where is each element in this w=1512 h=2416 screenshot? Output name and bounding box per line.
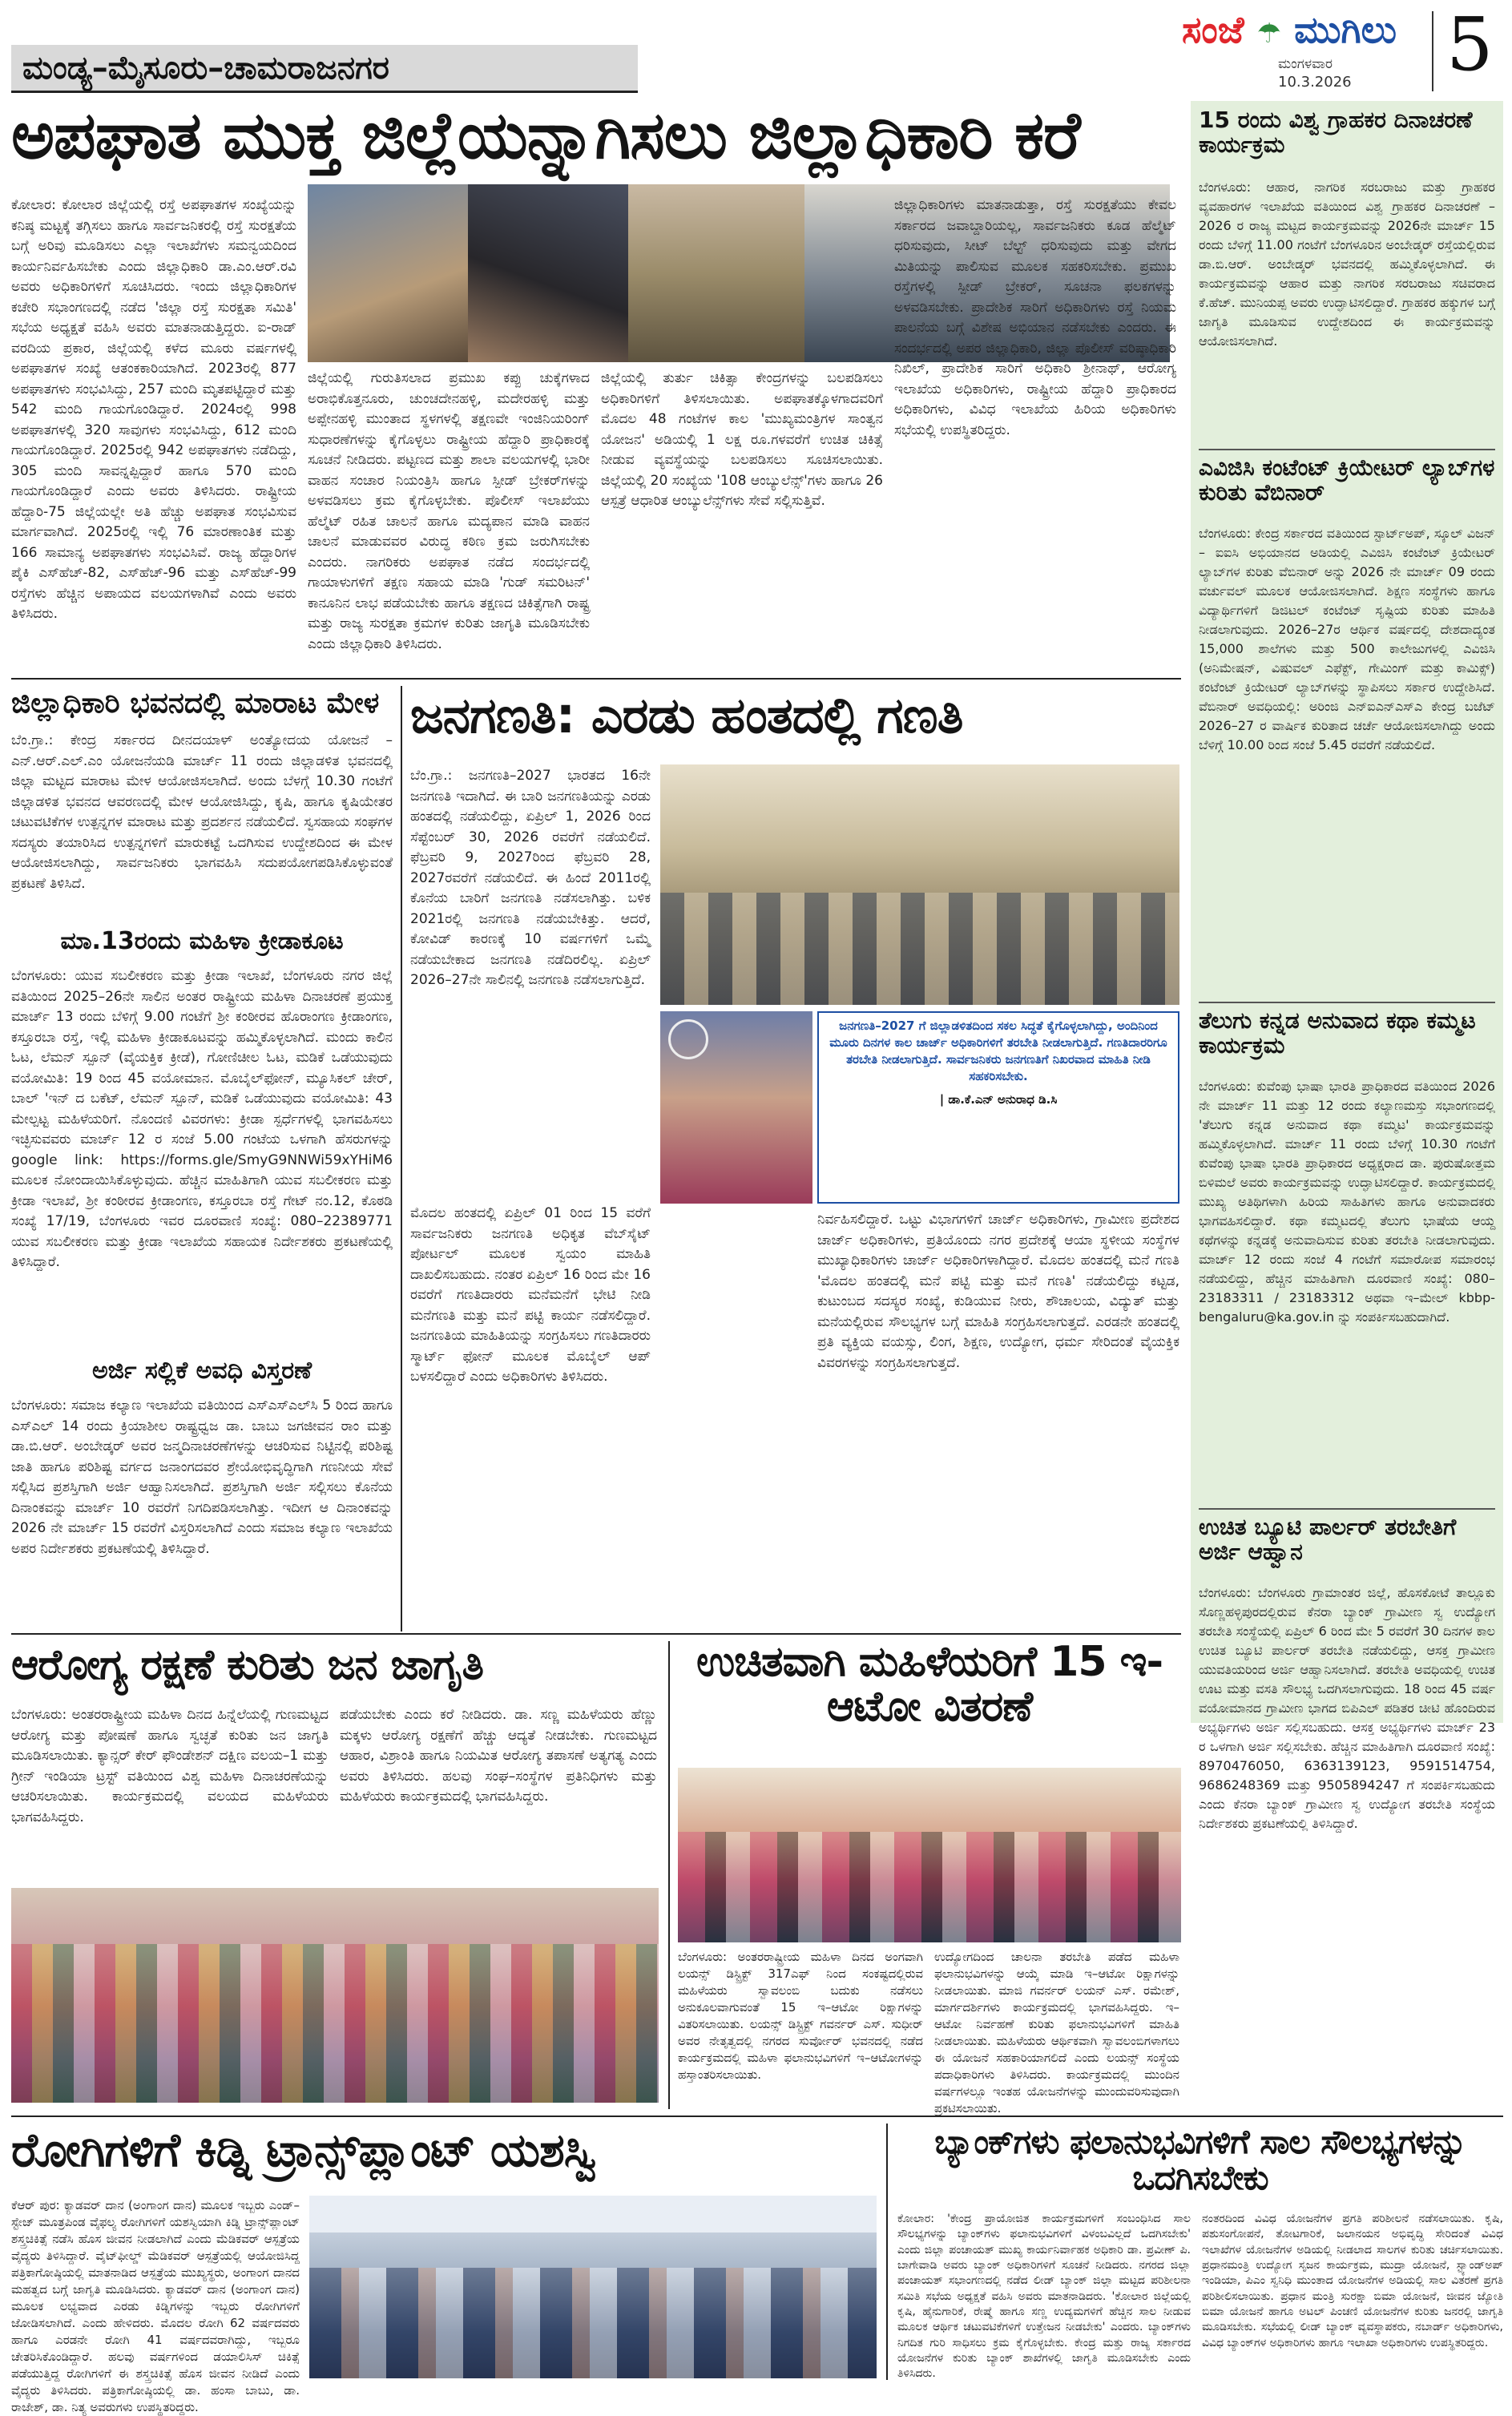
a8-headline: ರೋಗಿಗಳಿಗೆ ಕಿಡ್ನಿ ಟ್ರಾನ್ಸ್‌ಪ್ಲಾಂಟ್ ಯಶಸ್ವಿ	[11, 2123, 596, 2177]
divider	[11, 1633, 1181, 1635]
a5-photo-dc-portrait	[660, 1011, 812, 1204]
a3-headline: ಮಾ.13ರಂದು ಮಹಿಳಾ ಕ್ರೀಡಾಕೂಟ	[60, 927, 344, 955]
a5-col2: ಮೊದಲ ಹಂತದಲ್ಲಿ ಏಪ್ರಿಲ್ 01 ರಿಂದ 15 ವರೆಗೆ ಸಾರ್ವಜನಿಕರು ಜನಗಣತಿ ಅಧಿಕೃತ ವೆಬ್‌ಸೈಟ್ ಪೋರ್ಟಲ್ ಮೂಲಕ ಸ್ವಯಂ ಮಾಹಿತಿ ದಾಖಲಿಸಬಹುದು. ನಂತರ ಏಪ್ರಿಲ್ 16 ರಿಂದ ಮೇ 16 ರವರೆಗೆ ಗಣತಿದಾರರು ಮನೆಮನೆಗೆ ಭೇಟಿ ನೀಡಿ ಮನೆಗಣತಿ ಮತ್ತು ಮನೆ ಪಟ್ಟಿ ಕಾರ್ಯ ನಡೆಸಲಿದ್ದಾರೆ. ಜನಗಣತಿಯ ಮಾಹಿತಿಯನ್ನು ಸಂಗ್ರಹಿಸಲು ಗಣತಿದಾರರು ಸ್ಮಾರ್ಟ್ ಫೋನ್ ಮೂಲಕ ಮೊಬೈಲ್ ಆಪ್ ಬಳಸಲಿದ್ದಾರೆ ಎಂದು ಅಧಿಕಾರಿಗಳು ತಿಳಿಸಿದರು.	[410, 1205, 651, 1385]
photo-people	[678, 1832, 1181, 1942]
side-s3-title: ತೆಲುಗು ಕನ್ನಡ ಅನುವಾದ ಕಥಾ ಕಮ್ಮಟ ಕಾರ್ಯಕ್ರಮ	[1199, 1007, 1476, 1059]
photo-doctor-row	[309, 2268, 877, 2378]
a2-headline: ಜಿಲ್ಲಾಧಿಕಾರಿ ಭವನದಲ್ಲಿ ಮಾರಾಟ ಮೇಳ	[11, 687, 380, 720]
divider	[1199, 1002, 1495, 1003]
side-s2-body: ಬೆಂಗಳೂರು: ಕೇಂದ್ರ ಸರ್ಕಾರದ ವತಿಯಿಂದ ಸ್ಟಾರ್ಟ್‌ಅಪ್, ಸ್ಕೂಲ್ ವಿಜನ್ – ಐಐಸಿ ಅಭಿಯಾನದ ಅಡಿಯಲ್ಲಿ ಎವಿಜಿಸಿ ಕಂಟೆಂಟ್ ಕ್ರಿಯೇಟರ್ ಲ್ಯಾಬ್‌ಗಳ ಕುರಿತು ವೆಬಿನಾರ್ ಅನ್ನು 2026 ನೇ ಮಾರ್ಚ್ 09 ರಂದು ವರ್ಚುವಲ್ ಮೂಲಕ ಆಯೋಜಿಸಲಾಗಿದೆ. ಶಿಕ್ಷಣ ಸಂಸ್ಥೆಗಳು ಹಾಗೂ ವಿದ್ಯಾರ್ಥಿಗಳಿಗೆ ಡಿಜಿಟಲ್ ಕಂಟೆಂಟ್ ಸೃಷ್ಟಿಯ ಕುರಿತು ಮಾಹಿತಿ ನೀಡಲಾಗುವುದು. 2026–27ರ ಆರ್ಥಿಕ ವರ್ಷದಲ್ಲಿ ದೇಶದಾದ್ಯಂತ 15,000 ಶಾಲೆಗಳು ಮತ್ತು 500 ಕಾಲೇಜುಗಳಲ್ಲಿ ಎವಿಜಿಸಿ (ಅನಿಮೇಷನ್, ವಿಷುವಲ್ ಎಫೆಕ್ಟ್, ಗೇಮಿಂಗ್ ಮತ್ತು ಕಾಮಿಕ್ಸ್) ಕಂಟೆಂಟ್ ಕ್ರಿಯೇಟರ್ ಲ್ಯಾಬ್‌ಗಳನ್ನು ಸ್ಥಾಪಿಸಲು ಸರ್ಕಾರ ಉದ್ದೇಶಿಸಿದೆ. ವೆಬಿನಾರ್ ಅವಧಿಯಲ್ಲಿ: ಅರಿಂಜಿ ಎನ್‌ಐಎನ್‌ಎಸ್‌ಎ ಕೇಂದ್ರ ಬಜೆಟ್ 2026–27 ರ ವಾರ್ಷಿಕ ಕುರಿತಾದ ಚರ್ಚೆ ಆಯೋಜಿಸಲಾಗಿದ್ದು ಅಂದು ಬೆಳಿಗ್ಗೆ 10.00 ರಿಂದ ಸಂಜೆ 5.45 ರವರೆಗೆ ನಡೆಯಲಿದೆ.	[1199, 526, 1495, 752]
divider	[11, 2116, 1503, 2117]
photo-backdrop-logo	[309, 2196, 877, 2232]
a3-body: ಬೆಂಗಳೂರು: ಯುವ ಸಬಲೀಕರಣ ಮತ್ತು ಕ್ರೀಡಾ ಇಲಾಖೆ, ಬೆಂಗಳೂರು ನಗರ ಜಿಲ್ಲೆ ವತಿಯಿಂದ 2025–26ನೇ ಸಾಲಿನ ಅಂತರ ರಾಷ್ಟ್ರೀಯ ಮಹಿಳಾ ದಿನಾಚರಣೆ ಪ್ರಯುಕ್ತ ಮಾರ್ಚ್ 13 ರಂದು ಬೆಳಿಗ್ಗೆ 9.00 ಗಂಟೆಗೆ ಶ್ರೀ ಕಂಠೀರವ ಹೊರಾಂಗಣ ಕ್ರೀಡಾಂಗಣ, ಕಸ್ತೂರಬಾ ರಸ್ತೆ, ಇಲ್ಲಿ ಮಹಿಳಾ ಕ್ರೀಡಾಕೂಟವನ್ನು ಹಮ್ಮಿಕೊಳ್ಳಲಾಗಿದೆ. ಮಂದು ಕಾಲಿನ ಓಟ, ಲೆಮನ್ ಸ್ಪೂನ್ (ವೈಯಕ್ತಿಕ ಕ್ರೀಡೆ), ಗೋಣಿಚೀಲ ಓಟ, ಮಡಿಕೆ ಒಡೆಯುವುದು ವಯೋಮಿತಿ: 19 ರಿಂದ 45 ವಯೋಮಾನ. ಮೊಬೈಲ್‌ಫೋನ್, ಮ್ಯೂಸಿಕಲ್ ಚೇರ್, ಬಾಲ್ 'ಇನ್ ದ ಬಕೆಟ್, ಲೆಮನ್ ಸ್ಪೂನ್, ಮಡಿಕೆ ಒಡೆಯುವುದು ವಯೋಮಿತಿ: 43 ಮೇಲ್ಪಟ್ಟ ಮಹಿಳೆಯರಿಗೆ. ನೊಂದಣಿ ವಿವರಗಳು: ಕ್ರೀಡಾ ಸ್ಪರ್ಧೆಗಳಲ್ಲಿ ಭಾಗವಹಿಸಲು ಇಚ್ಛಿಸುವವರು ಮಾರ್ಚ್ 12 ರ ಸಂಜೆ 5.00 ಗಂಟೆಯ ಒಳಗಾಗಿ ಹೆಸರುಗಳನ್ನು google link: https://forms.gle/SmyG9NNWi59xYHiM6 ಮೂಲಕ ನೋಂದಾಯಿಸಿಕೊಳ್ಳುವುದು. ಹೆಚ್ಚಿನ ಮಾಹಿತಿಗಾಗಿ ಯುವ ಸಬಲೀಕರಣ ಮತ್ತು ಕ್ರೀಡಾ ಇಲಾಖೆ, ಶ್ರೀ ಕಂಠೀರವ ಕ್ರೀಡಾಂಗಣ, ಕಸ್ತೂರಬಾ ರಸ್ತೆ ಗೇಟ್ ನಂ.12, ಕೊಠಡಿ ಸಂಖ್ಯೆ 17/19, ಬೆಂಗಳೂರು ಇವರ ದೂರವಾಣಿ ಸಂಖ್ಯೆ: 080–22389771 ಯುವ ಸಬಲೀಕರಣ ಮತ್ತು ಕ್ರೀಡಾ ಇಲಾಖೆಯ ಸಹಾಯಕ ನಿರ್ದೇಶಕರು ಪ್ರಕಟಣೆಯಲ್ಲಿ ತಿಳಿಸಿದ್ದಾರೆ.	[11, 968, 393, 1270]
photo-seal	[668, 1019, 708, 1059]
page-number: 5	[1446, 2, 1494, 87]
caption-text: ಜನಗಣತಿ–2027 ಗೆ ಜಿಲ್ಲಾಡಳಿತದಿಂದ ಸಕಲ ಸಿದ್ಧತೆ ಕೈಗೊಳ್ಳಲಾಗಿದ್ದು, ಅಂದಿನಿಂದ ಮೂರು ದಿನಗಳ ಕಾಲ ಚಾರ್ಜ್ ಅಧಿಕಾರಿಗಳಿಗೆ ತರಬೇತಿ ನೀಡಲಾಗುತ್ತಿದೆ. ಗಣತಿದಾರರಿಗೂ ತರಬೇತಿ ನೀಡಲಾಗುತ್ತಿದೆ. ಸಾರ್ವಜನಿಕರು ಜನಗಣತಿಗೆ ನಿಖರವಾದ ಮಾಹಿತಿ ನೀಡಿ ಸಹಕರಿಸಬೇಕು.	[829, 1018, 1167, 1083]
sidebar	[1191, 101, 1503, 1831]
a5-col1: ಬೆಂ.ಗ್ರಾ.: ಜನಗಣತಿ–2027 ಭಾರತದ 16ನೇ ಜನಗಣತಿ ಇದಾಗಿದೆ. ಈ ಬಾರಿ ಜನಗಣತಿಯನ್ನು ಎರಡು ಹಂತದಲ್ಲಿ ನಡೆಯಲಿದ್ದು, ಏಪ್ರಿಲ್ 1, 2026 ರಿಂದ ಸೆಪ್ಟೆಂಬರ್ 30, 2026 ರವರೆಗೆ ನಡೆಯಲಿದೆ. ಫೆಬ್ರವರಿ 9, 2027ರಿಂದ ಫೆಬ್ರವರಿ 28, 2027ರವರೆಗೆ ನಡೆಯಲಿದೆ. ಈ ಹಿಂದೆ 2011ರಲ್ಲಿ ಕೊನೆಯ ಬಾರಿಗೆ ಜನಗಣತಿ ನಡೆಸಲಾಗಿತ್ತು. ಬಳಿಕ 2021ರಲ್ಲಿ ಜನಗಣತಿ ನಡೆಯಬೇಕಿತ್ತು. ಆದರೆ, ಕೋವಿಡ್ ಕಾರಣಕ್ಕೆ 10 ವರ್ಷಗಳಿಗೆ ಒಮ್ಮೆ ನಡೆಯಬೇಕಾದ ಜನಗಣತಿ ನಡೆದಿರಲಿಲ್ಲ. ಏಪ್ರಿಲ್ 2026–27ನೇ ಸಾಲಿನಲ್ಲಿ ಜನಗಣತಿ ನಡೆಸಲಾಗುತ್ತಿದೆ.	[410, 768, 651, 988]
a5-headline: ಜನಗಣತಿ: ಎರಡು ಹಂತದಲ್ಲಿ ಗಣತಿ	[410, 686, 963, 744]
a1-col1: ಕೋಲಾರ: ಕೋಲಾರ ಜಿಲ್ಲೆಯಲ್ಲಿ ರಸ್ತೆ ಅಪಘಾತಗಳ ಸಂಖ್ಯೆಯನ್ನು ಕನಿಷ್ಠ ಮಟ್ಟಕ್ಕೆ ತಗ್ಗಿಸಲು ಹಾಗೂ ಸಾರ್ವಜನಿಕರಲ್ಲಿ ರಸ್ತೆ ಸುರಕ್ಷತೆಯ ಬಗ್ಗೆ ಅರಿವು ಮೂಡಿಸಲು ಎಲ್ಲಾ ಇಲಾಖೆಗಳು ಸಮನ್ವಯದಿಂದ ಕಾರ್ಯನಿರ್ವಹಿಸಬೇಕು ಎಂದು ಜಿಲ್ಲಾಧಿಕಾರಿ ಡಾ.ಎಂ.ಆರ್.ರವಿ ಅವರು ಅಧಿಕಾರಿಗಳಿಗೆ ಸೂಚಿಸಿದರು. ಇಂದು ಜಿಲ್ಲಾಧಿಕಾರಿಗಳ ಕಚೇರಿ ಸಭಾಂಗಣದಲ್ಲಿ ನಡೆದ 'ಜಿಲ್ಲಾ ರಸ್ತೆ ಸುರಕ್ಷತಾ ಸಮಿತಿ' ಸಭೆಯ ಅಧ್ಯಕ್ಷತೆ ವಹಿಸಿ ಅವರು ಮಾತನಾಡುತ್ತಿದ್ದರು. ಐ-ರಾಡ್ ವರದಿಯ ಪ್ರಕಾರ, ಜಿಲ್ಲೆಯಲ್ಲಿ ಕಳೆದ ಮೂರು ವರ್ಷಗಳಲ್ಲಿ ಅಪಘಾತಗಳ ಸಂಖ್ಯೆ ಆತಂಕಕಾರಿಯಾಗಿದೆ. 2023ರಲ್ಲಿ 877 ಅಪಘಾತಗಳು ಸಂಭವಿಸಿದ್ದು, 257 ಮಂದಿ ಮೃತಪಟ್ಟಿದ್ದಾರೆ ಮತ್ತು 542 ಮಂದಿ ಗಾಯಗೊಂಡಿದ್ದಾರೆ. 2024ರಲ್ಲಿ 998 ಅಪಘಾತಗಳಲ್ಲಿ 320 ಸಾವುಗಳು ಸಂಭವಿಸಿದ್ದು, 612 ಮಂದಿ ಗಾಯಗೊಂಡಿದ್ದಾರೆ. 2025ರಲ್ಲಿ 942 ಅಪಘಾತಗಳು ನಡೆದಿದ್ದು, 305 ಮಂದಿ ಸಾವನ್ನಪ್ಪಿದ್ದಾರೆ ಹಾಗೂ 570 ಮಂದಿ ಗಾಯಗೊಂಡಿದ್ದಾರೆ ಎಂದು ಅವರು ತಿಳಿಸಿದರು. ರಾಷ್ಟ್ರೀಯ ಹೆದ್ದಾರಿ-75 ಜಿಲ್ಲೆಯಲ್ಲೇ ಅತಿ ಹೆಚ್ಚು ಅಪಘಾತ ಸಂಭವಿಸುವ ಮಾರ್ಗವಾಗಿದೆ. 2025ರಲ್ಲಿ ಇಲ್ಲಿ 76 ಮಾರಣಾಂತಿಕ ಮತ್ತು 166 ಸಾಮಾನ್ಯ ಅಪಘಾತಗಳು ಸಂಭವಿಸಿವೆ. ರಾಜ್ಯ ಹೆದ್ದಾರಿಗಳ ಪೈಕಿ ಎಸ್‌ಹೆಚ್-82, ಎಸ್‌ಹೆಚ್-96 ಮತ್ತು ಎಸ್‌ಹೆಚ್-99 ರಸ್ತೆಗಳು ಹೆಚ್ಚಿನ ಅಪಾಯದ ವಲಯಗಳಾಗಿವೆ ಎಂದು ಅವರು ತಿಳಿಸಿದರು.	[11, 197, 296, 622]
a5-caption	[817, 1011, 1179, 1204]
page-divider	[1432, 11, 1433, 91]
brand-mugilu: ಮುಗಿಲು	[1294, 8, 1397, 51]
side-s1-title: 15 ರಂದು ವಿಶ್ವ ಗ್ರಾಹಕರ ದಿನಾಚರಣೆ ಕಾರ್ಯಕ್ರಮ	[1199, 107, 1473, 159]
divider	[11, 678, 1181, 680]
masthead-brand	[1182, 8, 1397, 51]
a9-headline: ಬ್ಯಾಂಕ್‌ಗಳು ಫಲಾನುಭವಿಗಳಿಗೆ ಸಾಲ ಸೌಲಭ್ಯಗಳನ್ನು ಒದಗಿಸಬೇಕು	[934, 2122, 1466, 2198]
a7-col2: ಉದ್ಯೋಗದಿಂದ ಚಾಲನಾ ತರಬೇತಿ ಪಡೆದ ಮಹಿಳಾ ಫಲಾನುಭವಿಗಳನ್ನು ಆಯ್ಕೆ ಮಾಡಿ ಇ–ಆಟೋ ರಿಕ್ಷಾಗಳನ್ನು ನೀಡಲಾಯಿತು. ಮಾಜಿ ಗವರ್ನರ್ ಲಯನ್ ಎಸ್. ರಮೇಶ್, ಮಾರ್ಗದರ್ಶಿಗಳು ಕಾರ್ಯಕ್ರಮದಲ್ಲಿ ಭಾಗವಹಿಸಿದ್ದರು. ಇ–ಆಟೋ ನಿರ್ವಹಣೆ ಕುರಿತು ಫಲಾನುಭವಿಗಳಿಗೆ ಮಾಹಿತಿ ನೀಡಲಾಯಿತು. ಮಹಿಳೆಯರು ಆರ್ಥಿಕವಾಗಿ ಸ್ವಾವಲಂಬಿಗಳಾಗಲು ಈ ಯೋಜನೆ ಸಹಕಾರಿಯಾಗಲಿದೆ ಎಂದು ಲಯನ್ಸ್ ಸಂಸ್ಥೆಯ ಪದಾಧಿಕಾರಿಗಳು ತಿಳಿಸಿದರು. ಕಾರ್ಯಕ್ರಮದಲ್ಲಿ ಮುಂದಿನ ವರ್ಷಗಳಲ್ಲೂ ಇಂತಹ ಯೋಜನೆಗಳನ್ನು ಮುಂದುವರಿಸುವುದಾಗಿ ಪ್ರಕಟಿಸಲಾಯಿತು.	[934, 1950, 1179, 2116]
a4-headline: ಅರ್ಜಿ ಸಲ್ಲಿಕೆ ಅವಧಿ ವಿಸ್ತರಣೆ	[91, 1357, 312, 1385]
side-s3-body: ಬೆಂಗಳೂರು: ಕುವೆಂಪು ಭಾಷಾ ಭಾರತಿ ಪ್ರಾಧಿಕಾರದ ವತಿಯಿಂದ 2026 ನೇ ಮಾರ್ಚ್ 11 ಮತ್ತು 12 ರಂದು ಕಲ್ಯಾಣಮಸ್ತು ಸಭಾಂಗಣದಲ್ಲಿ 'ತೆಲುಗು ಕನ್ನಡ ಅನುವಾದ ಕಥಾ ಕಮ್ಮಟ' ಕಾರ್ಯಕ್ರಮವನ್ನು ಹಮ್ಮಿಕೊಳ್ಳಲಾಗಿದೆ. ಮಾರ್ಚ್ 11 ರಂದು ಬೆಳಿಗ್ಗೆ 10.30 ಗಂಟೆಗೆ ಕುವೆಂಪು ಭಾಷಾ ಭಾರತಿ ಪ್ರಾಧಿಕಾರದ ಅಧ್ಯಕ್ಷರಾದ ಡಾ. ಪುರುಷೋತ್ತಮ ಬಿಳಿಮಲೆ ಅವರು ಕಾರ್ಯಕ್ರಮವನ್ನು ಉದ್ಘಾಟಿಸಲಿದ್ದಾರೆ. ಕಾರ್ಯಕ್ರಮದಲ್ಲಿ ಮುಖ್ಯ ಅತಿಥಿಗಳಾಗಿ ಹಿರಿಯ ಸಾಹಿತಿಗಳು ಹಾಗೂ ಅನುವಾದಕರು ಭಾಗವಹಿಸಲಿದ್ದಾರೆ. ಕಥಾ ಕಮ್ಮಟದಲ್ಲಿ ತೆಲುಗು ಭಾಷೆಯ ಆಯ್ದ ಕಥೆಗಳನ್ನು ಕನ್ನಡಕ್ಕೆ ಅನುವಾದಿಸುವ ಕುರಿತು ತರಬೇತಿ ನೀಡಲಾಗುವುದು. ಮಾರ್ಚ್ 12 ರಂದು ಸಂಜೆ 4 ಗಂಟೆಗೆ ಸಮಾರೋಪ ಸಮಾರಂಭ ನಡೆಯಲಿದ್ದು, ಹೆಚ್ಚಿನ ಮಾಹಿತಿಗಾಗಿ ದೂರವಾಣಿ ಸಂಖ್ಯೆ: 080–23183311 / 23183312 ಅಥವಾ ಇ–ಮೇಲ್ kbbp-bengaluru@ka.gov.in ನ್ನು ಸಂಪರ್ಕಿಸಬಹುದಾಗಿದೆ.	[1199, 1079, 1495, 1325]
a1-col3: ಜಿಲ್ಲೆಯಲ್ಲಿ ತುರ್ತು ಚಿಕಿತ್ಸಾ ಕೇಂದ್ರಗಳನ್ನು ಬಲಪಡಿಸಲು ಅಧಿಕಾರಿಗಳಿಗೆ ತಿಳಿಸಲಾಯಿತು. ಅಪಘಾತಕ್ಕೊಳಗಾದವರಿಗೆ ಮೊದಲ 48 ಗಂಟೆಗಳ ಕಾಲ 'ಮುಖ್ಯಮಂತ್ರಿಗಳ ಸಾಂತ್ವನ ಯೋಜನ' ಅಡಿಯಲ್ಲಿ 1 ಲಕ್ಷ ರೂ.ಗಳವರೆಗೆ ಉಚಿತ ಚಿಕಿತ್ಸೆ ನೀಡುವ ವ್ಯವಸ್ಥೆಯನ್ನು ಬಲಪಡಿಸಲು ಸೂಚಿಸಲಾಯಿತು. ಜಿಲ್ಲೆಯಲ್ಲಿ 20 ಸಂಖ್ಯೆಯ '108 ಆಂಬ್ಯುಲೆನ್ಸ್'ಗಳು ಹಾಗೂ 26 ಆಸ್ಪತ್ರೆ ಆಧಾರಿತ ಆಂಬ್ಯುಲೆನ್ಸ್‌ಗಳು ಸೇವೆ ಸಲ್ಲಿಸುತ್ತಿವೆ.	[601, 370, 883, 509]
a6-col1: ಬೆಂಗಳೂರು: ಅಂತರರಾಷ್ಟ್ರೀಯ ಮಹಿಳಾ ದಿನದ ಹಿನ್ನೆಲೆಯಲ್ಲಿ ಗುಣಮಟ್ಟದ ಆರೋಗ್ಯ ಮತ್ತು ಪೋಷಣೆ ಹಾಗೂ ಸ್ವಚ್ಛತೆ ಕುರಿತು ಜನ ಜಾಗೃತಿ ಮೂಡಿಸಲಾಯಿತು. ಕ್ಯಾನ್ಸರ್ ಕೇರ್ ಫೌಂಡೇಶನ್ ದಕ್ಷಿಣ ವಲಯ–1 ಮತ್ತು ಗ್ರೀನ್ ಇಂಡಿಯಾ ಟ್ರಸ್ಟ್ ವತಿಯಿಂದ ವಿಶ್ವ ಮಹಿಳಾ ದಿನಾಚರಣೆಯನ್ನು ಆಚರಿಸಲಾಯಿತು. ಕಾರ್ಯಕ್ರಮದಲ್ಲಿ ವಲಯದ ಮಹಿಳೆಯರು ಭಾಗವಹಿಸಿದ್ದರು.	[11, 1707, 329, 1825]
side-s4-body: ಬೆಂಗಳೂರು: ಬೆಂಗಳೂರು ಗ್ರಾಮಾಂತರ ಜಿಲ್ಲೆ, ಹೊಸಕೋಟೆ ತಾಲ್ಲೂಕು ಸೊಣ್ಣಹಳ್ಳಿಪುರದಲ್ಲಿರುವ ಕೆನರಾ ಬ್ಯಾಂಕ್ ಗ್ರಾಮೀಣ ಸ್ವ ಉದ್ಯೋಗ ತರಬೇತಿ ಸಂಸ್ಥೆಯಲ್ಲಿ ಏಪ್ರಿಲ್ 6 ರಿಂದ ಮೇ 5 ರವರೆಗೆ 30 ದಿನಗಳ ಕಾಲ ಉಚಿತ ಬ್ಯೂಟಿ ಪಾರ್ಲರ್ ತರಬೇತಿ ನಡೆಯಲಿದ್ದು, ಆಸಕ್ತ ಗ್ರಾಮೀಣ ಯುವತಿಯರಿಂದ ಅರ್ಜಿ ಆಹ್ವಾನಿಸಲಾಗಿದೆ. ತರಬೇತಿ ಅವಧಿಯಲ್ಲಿ ಉಚಿತ ಊಟ ಮತ್ತು ವಸತಿ ಸೌಲಭ್ಯ ಒದಗಿಸಲಾಗುವುದು. 18 ರಿಂದ 45 ವರ್ಷ ವಯೋಮಾನದ ಗ್ರಾಮೀಣ ಭಾಗದ ಬಿಪಿಎಲ್ ಪಡಿತರ ಚೀಟಿ ಹೊಂದಿರುವ ಅಭ್ಯರ್ಥಿಗಳು ಅರ್ಜಿ ಸಲ್ಲಿಸಬಹುದು. ಆಸಕ್ತ ಅಭ್ಯರ್ಥಿಗಳು ಮಾರ್ಚ್ 23 ರ ಒಳಗಾಗಿ ಅರ್ಜಿ ಸಲ್ಲಿಸಬೇಕು. ಹೆಚ್ಚಿನ ಮಾಹಿತಿಗಾಗಿ ದೂರವಾಣಿ ಸಂಖ್ಯೆ: 8970476050, 6363139123, 9591514754, 9686248369 ಮತ್ತು 9505894247 ಗೆ ಸಂಪರ್ಕಿಸಬಹುದು ಎಂದು ಕೆನರಾ ಬ್ಯಾಂಕ್ ಗ್ರಾಮೀಣ ಸ್ವ ಉದ್ಯೋಗ ತರಬೇತಿ ಸಂಸ್ಥೆಯ ನಿರ್ದೇಶಕರು ಪ್ರಕಟಣೆಯಲ್ಲಿ ತಿಳಿಸಿದ್ದಾರೆ.	[1199, 1585, 1495, 1831]
photo-crowd	[11, 1944, 659, 2103]
a6-headline: ಆರೋಗ್ಯ ರಕ್ಷಣೆ ಕುರಿತು ಜನ ಜಾಗೃತಿ	[11, 1641, 484, 1689]
a7-headline: ಉಚಿತವಾಗಿ ಮಹಿಳೆಯರಿಗೆ 15 ಇ-ಆಟೋ ವಿತರಣೆ	[696, 1638, 1163, 1732]
a9-col2: ನಂತರದಿಂದ ವಿವಿಧ ಯೋಜನೆಗಳ ಪ್ರಗತಿ ಪರಿಶೀಲನೆ ನಡೆಸಲಾಯಿತು. ಕೃಷಿ, ಪಶುಸಂಗೋಪನೆ, ತೋಟಗಾರಿಕೆ, ಜಲಾನಯನ ಅಭಿವೃದ್ಧಿ ಸೇರಿದಂತೆ ವಿವಿಧ ಇಲಾಖೆಗಳ ಯೋಜನೆಗಳ ಅಡಿಯಲ್ಲಿ ನೀಡಲಾದ ಸಾಲಗಳ ಕುರಿತು ಚರ್ಚಿಸಲಾಯಿತು. ಪ್ರಧಾನಮಂತ್ರಿ ಉದ್ಯೋಗ ಸೃಜನ ಕಾರ್ಯಕ್ರಮ, ಮುದ್ರಾ ಯೋಜನೆ, ಸ್ಟ್ಯಾಂಡ್‌ಅಪ್ ಇಂಡಿಯಾ, ಪಿಎಂ ಸ್ವನಿಧಿ ಮುಂತಾದ ಯೋಜನೆಗಳ ಅಡಿಯಲ್ಲಿ ಸಾಲ ವಿತರಣೆ ಪ್ರಗತಿ ಪರಿಶೀಲಿಸಲಾಯಿತು. ಪ್ರಧಾನ ಮಂತ್ರಿ ಸುರಕ್ಷಾ ಬಿಮಾ ಯೋಜನೆ, ಜೀವನ ಜ್ಯೋತಿ ಬಿಮಾ ಯೋಜನೆ ಹಾಗೂ ಅಟಲ್ ಪಿಂಚಣಿ ಯೋಜನೆಗಳ ಕುರಿತು ಜನರಲ್ಲಿ ಜಾಗೃತಿ ಮೂಡಿಸಬೇಕು. ಸಭೆಯಲ್ಲಿ ಲೀಡ್ ಬ್ಯಾಂಕ್ ವ್ಯವಸ್ಥಾಪಕರು, ನಬಾರ್ಡ್ ಅಧಿಕಾರಿಗಳು, ವಿವಿಧ ಬ್ಯಾಂಕ್‌ಗಳ ಅಧಿಕಾರಿಗಳು ಹಾಗೂ ಇಲಾಖಾ ಅಧಿಕಾರಿಗಳು ಉಪಸ್ಥಿತರಿದ್ದರು.	[1202, 2212, 1503, 2349]
divider	[401, 686, 402, 1632]
divider	[1199, 449, 1495, 450]
a6-photo-group-women	[11, 1888, 659, 2103]
a8-photo-doctors	[309, 2196, 877, 2378]
a2-body: ಬೆಂ.ಗ್ರಾ.: ಕೇಂದ್ರ ಸರ್ಕಾರದ ದೀನದಯಾಳ್ ಅಂತ್ಯೋದಯ ಯೋಜನೆ – ಎನ್.ಆರ್.ಎಲ್.ಎಂ ಯೋಜನೆಯಡಿ ಮಾರ್ಚ್ 11 ರಂದು ಜಿಲ್ಲಾಡಳಿತ ಭವನದಲ್ಲಿ ಜಿಲ್ಲಾ ಮಟ್ಟದ ಮಾರಾಟ ಮೇಳ ಆಯೋಜಿಸಲಾಗಿದೆ. ಅಂದು ಬೆಳಗ್ಗೆ 10.30 ಗಂಟೆಗೆ ಜಿಲ್ಲಾಡಳಿತ ಭವನದ ಆವರಣದಲ್ಲಿ ಮೇಳ ಆಯೋಜಿಸಿದ್ದು, ಕೃಷಿ, ಹಾಗೂ ಕೃಷಿಯೇತರ ಚಟುವಟಿಕೆಗಳ ಉತ್ಪನ್ನಗಳ ಮಾರಾಟ ಮತ್ತು ಪ್ರದರ್ಶನ ನಡೆಯಲಿದೆ. ಸ್ವಸಹಾಯ ಸಂಘಗಳ ಸದಸ್ಯರು ತಯಾರಿಸಿದ ಉತ್ಪನ್ನಗಳಿಗೆ ಮಾರುಕಟ್ಟೆ ಒದಗಿಸುವ ಉದ್ದೇಶದಿಂದ ಈ ಮೇಳ ಆಯೋಜಿಸಲಾಗಿದ್ದು, ಸಾರ್ವಜನಿಕರು ಭಾಗವಹಿಸಿ ಸದುಪಯೋಗಪಡಿಸಿಕೊಳ್ಳುವಂತೆ ಪ್ರಕಟಣೆ ತಿಳಿಸಿದೆ.	[11, 732, 393, 892]
photo-rows	[660, 893, 1179, 1005]
side-s2-title: ಎವಿಜಿಸಿ ಕಂಟೆಂಟ್ ಕ್ರಿಯೇಟರ್ ಲ್ಯಾಬ್‌ಗಳ ಕುರಿತು ವೆಬಿನಾರ್	[1199, 454, 1495, 506]
photo-officer-1	[308, 184, 468, 362]
a5-col3: ನಿರ್ವಹಿಸಲಿದ್ದಾರೆ. ಒಟ್ಟು ವಿಭಾಗಗಳಿಗೆ ಚಾರ್ಜ್ ಅಧಿಕಾರಿಗಳು, ಗ್ರಾಮೀಣ ಪ್ರದೇಶದ ಚಾರ್ಜ್ ಅಧಿಕಾರಿಗಳು, ಪ್ರತಿಯೊಂದು ನಗರ ಪ್ರದೇಶಕ್ಕೆ ಆಯಾ ಸ್ಥಳೀಯ ಸಂಸ್ಥೆಗಳ ಮುಖ್ಯಾಧಿಕಾರಿಗಳು ಚಾರ್ಜ್ ಅಧಿಕಾರಿಗಳಾಗಿದ್ದಾರೆ. ಮೊದಲ ಹಂತದಲ್ಲಿ ಮನೆ ಗಣತಿ 'ಮೊದಲ ಹಂತದಲ್ಲಿ ಮನೆ ಪಟ್ಟಿ ಮತ್ತು ಮನೆ ಗಣತಿ' ನಡೆಯಲಿದ್ದು ಕಟ್ಟಡ, ಕುಟುಂಬದ ಸದಸ್ಯರ ಸಂಖ್ಯೆ, ಕುಡಿಯುವ ನೀರು, ಶೌಚಾಲಯ, ವಿದ್ಯುತ್ ಮತ್ತು ಮನೆಯಲ್ಲಿರುವ ಸೌಲಭ್ಯಗಳ ಬಗ್ಗೆ ಮಾಹಿತಿ ಸಂಗ್ರಹಿಸಲಾಗುತ್ತದೆ. ಎರಡನೇ ಹಂತದಲ್ಲಿ ಪ್ರತಿ ವ್ಯಕ್ತಿಯ ವಯಸ್ಸು, ಲಿಂಗ, ಶಿಕ್ಷಣ, ಉದ್ಯೋಗ, ಧರ್ಮ ಸೇರಿದಂತೆ ವೈಯಕ್ತಿಕ ವಿವರಗಳನ್ನು ಸಂಗ್ರಹಿಸಲಾಗುತ್ತದೆ.	[817, 1212, 1179, 1371]
a4-body: ಬೆಂಗಳೂರು: ಸಮಾಜ ಕಲ್ಯಾಣ ಇಲಾಖೆಯ ವತಿಯಿಂದ ಎಸ್‌ಎಸ್‌ಎಲ್‌ಸಿ 5 ರಿಂದ ಹಾಗೂ ಎಸ್‌ಎಲ್ 14 ರಂದು ಕ್ರಿಯಾಶೀಲ ರಾಷ್ಟ್ರಧ್ವಜ ಡಾ. ಬಾಬು ಜಗಜೀವನ ರಾಂ ಮತ್ತು ಡಾ.ಬಿ.ಆರ್. ಅಂಬೇಡ್ಕರ್ ಅವರ ಜನ್ಮದಿನಾಚರಣೆಗಳನ್ನು ಆಚರಿಸುವ ನಿಟ್ಟಿನಲ್ಲಿ ಪರಿಶಿಷ್ಟ ಜಾತಿ ಹಾಗೂ ಪರಿಶಿಷ್ಟ ವರ್ಗದ ಜನಾಂಗದವರ ಶ್ರೇಯೋಭಿವೃದ್ಧಿಗಾಗಿ ಗಣನೀಯ ಸೇವೆ ಸಲ್ಲಿಸಿದ ಪ್ರಶಸ್ತಿಗಾಗಿ ಅರ್ಜಿ ಆಹ್ವಾನಿಸಲಾಗಿದೆ. ಪ್ರಶಸ್ತಿಗಾಗಿ ಅರ್ಜಿ ಸಲ್ಲಿಸಲು ಕೊನೆಯ ದಿನಾಂಕವನ್ನು ಮಾರ್ಚ್ 10 ರವರೆಗೆ ನಿಗದಿಪಡಿಸಲಾಗಿತ್ತು. ಇದೀಗ ಆ ದಿನಾಂಕವನ್ನು 2026 ನೇ ಮಾರ್ಚ್ 15 ರವರೆಗೆ ವಿಸ್ತರಿಸಲಾಗಿದೆ ಎಂದು ಸಮಾಜ ಕಲ್ಯಾಣ ಇಲಾಖೆಯ ಅಪರ ನಿರ್ದೇಶಕರು ಪ್ರಕಟಣೆಯಲ್ಲಿ ತಿಳಿಸಿದ್ದಾರೆ.	[11, 1398, 393, 1557]
masthead	[1182, 2, 1502, 91]
side-s1-body: ಬೆಂಗಳೂರು: ಆಹಾರ, ನಾಗರಿಕ ಸರಬರಾಜು ಮತ್ತು ಗ್ರಾಹಕರ ವ್ಯವಹಾರಗಳ ಇಲಾಖೆಯ ವತಿಯಿಂದ ವಿಶ್ವ ಗ್ರಾಹಕರ ದಿನಾಚರಣೆ – 2026 ರ ರಾಜ್ಯ ಮಟ್ಟದ ಕಾರ್ಯಕ್ರಮವನ್ನು 2026ನೇ ಮಾರ್ಚ್ 15 ರಂದು ಬೆಳಿಗ್ಗೆ 11.00 ಗಂಟೆಗೆ ಬೆಂಗಳೂರಿನ ಅಂಬೇಡ್ಕರ್ ರಸ್ತೆಯಲ್ಲಿರುವ ಡಾ.ಬಿ.ಆರ್. ಅಂಬೇಡ್ಕರ್ ಭವನದಲ್ಲಿ ಹಮ್ಮಿಕೊಳ್ಳಲಾಗಿದೆ. ಈ ಕಾರ್ಯಕ್ರಮವನ್ನು ಆಹಾರ ಮತ್ತು ನಾಗರಿಕ ಸರಬರಾಜು ಸಚಿವರಾದ ಕೆ.ಹೆಚ್. ಮುನಿಯಪ್ಪ ಅವರು ಉದ್ಘಾಟಿಸಲಿದ್ದಾರೆ. ಗ್ರಾಹಕರ ಹಕ್ಕುಗಳ ಬಗ್ಗೆ ಜಾಗೃತಿ ಮೂಡಿಸುವ ಉದ್ದೇಶದಿಂದ ಈ ಕಾರ್ಯಕ್ರಮವನ್ನು ಆಯೋಜಿಸಲಾಗಿದೆ.	[1199, 179, 1495, 349]
section-header	[11, 45, 638, 93]
a6-col2: ಪಡೆಯಬೇಕು ಎಂದು ಕರೆ ನೀಡಿದರು. ಡಾ. ಸಣ್ಣ ಮಹಿಳೆಯರು ಹೆಣ್ಣು ಮಕ್ಕಳು ಆರೋಗ್ಯ ರಕ್ಷಣೆಗೆ ಹೆಚ್ಚು ಆದ್ಯತೆ ನೀಡಬೇಕು. ಗುಣಮಟ್ಟದ ಆಹಾರ, ವಿಶ್ರಾಂತಿ ಹಾಗೂ ನಿಯಮಿತ ಆರೋಗ್ಯ ತಪಾಸಣೆ ಅತ್ಯಗತ್ಯ ಎಂದು ಅವರು ತಿಳಿಸಿದರು. ಹಲವು ಸಂಘ–ಸಂಸ್ಥೆಗಳ ಪ್ರತಿನಿಧಿಗಳು ಮತ್ತು ಮಹಿಳೆಯರು ಕಾರ್ಯಕ್ರಮದಲ್ಲಿ ಭಾಗವಹಿಸಿದ್ದರು.	[340, 1707, 657, 1805]
a1-col2: ಜಿಲ್ಲೆಯಲ್ಲಿ ಗುರುತಿಸಲಾದ ಪ್ರಮುಖ ಕಪ್ಪು ಚುಕ್ಕೆಗಳಾದ ಅರಾಭಿಕೊತ್ತನೂರು, ಚುಂಚದೇನಹಳ್ಳಿ, ಮದೇರಹಳ್ಳಿ ಮತ್ತು ಅಪ್ಪೇನಹಳ್ಳಿ ಮುಂತಾದ ಸ್ಥಳಗಳಲ್ಲಿ ತಕ್ಷಣವೇ ಇಂಜಿನಿಯರಿಂಗ್ ಸುಧಾರಣೆಗಳನ್ನು ಕೈಗೊಳ್ಳಲು ರಾಷ್ಟ್ರೀಯ ಹೆದ್ದಾರಿ ಪ್ರಾಧಿಕಾರಕ್ಕೆ ಸೂಚನೆ ನೀಡಿದರು. ಪಟ್ಟಣದ ಮತ್ತು ಶಾಲಾ ವಲಯಗಳಲ್ಲಿ ಭಾರೀ ವಾಹನ ಸಂಚಾರ ನಿಯಂತ್ರಿಸಿ ಹಾಗೂ ಸ್ಪೀಡ್ ಬ್ರೇಕರ್‌ಗಳನ್ನು ಅಳವಡಿಸಲು ಕ್ರಮ ಕೈಗೊಳ್ಳಬೇಕು. ಪೊಲೀಸ್ ಇಲಾಖೆಯು ಹೆಲ್ಮೆಟ್ ರಹಿತ ಚಾಲನೆ ಹಾಗೂ ಮದ್ಯಪಾನ ಮಾಡಿ ವಾಹನ ಚಾಲನೆ ಮಾಡುವವರ ವಿರುದ್ಧ ಕಠಿಣ ಕ್ರಮ ಜರುಗಿಸಬೇಕು ಎಂದರು. ನಾಗರಿಕರು ಅಪಘಾತ ನಡೆದ ಸಂದರ್ಭದಲ್ಲಿ ಗಾಯಾಳುಗಳಿಗೆ ತಕ್ಷಣ ಸಹಾಯ ಮಾಡಿ 'ಗುಡ್ ಸಮರಿಟನ್' ಕಾನೂನಿನ ಲಾಭ ಪಡೆಯಬೇಕು ಹಾಗೂ ತಕ್ಷಣದ ಚಿಕಿತ್ಸೆಗಾಗಿ ರಾಷ್ಟ್ರ ಮತ್ತು ರಾಜ್ಯ ಸುರಕ್ಷತಾ ಕ್ರಮಗಳ ಕುರಿತು ಜಾಗೃತಿ ಮೂಡಿಸಬೇಕು ಎಂದು ಜಿಲ್ಲಾಧಿಕಾರಿ ತಿಳಿಸಿದರು.	[308, 370, 590, 652]
side-s4-title: ಉಚಿತ ಬ್ಯೂಟಿ ಪಾರ್ಲರ್ ತರಬೇತಿಗೆ ಅರ್ಜಿ ಆಹ್ವಾನ	[1199, 1514, 1457, 1566]
a9-col1: ಕೋಲಾರ: 'ಕೇಂದ್ರ ಪ್ರಾಯೋಜಿತ ಕಾರ್ಯಕ್ರಮಗಳಿಗೆ ಸಂಬಂಧಿಸಿದ ಸಾಲ ಸೌಲಭ್ಯಗಳನ್ನು ಬ್ಯಾಂಕ್‌ಗಳು ಫಲಾನುಭವಿಗಳಿಗೆ ವಿಳಂಬವಿಲ್ಲದೆ ಒದಗಿಸಬೇಕು' ಎಂದು ಜಿಲ್ಲಾ ಪಂಚಾಯತ್ ಮುಖ್ಯ ಕಾರ್ಯನಿರ್ವಾಹಕ ಅಧಿಕಾರಿ ಡಾ. ಪ್ರವೀಣ್ ಪಿ. ಬಾಗೇವಾಡಿ ಅವರು ಬ್ಯಾಂಕ್ ಅಧಿಕಾರಿಗಳಿಗೆ ಸೂಚನೆ ನೀಡಿದರು. ನಗರದ ಜಿಲ್ಲಾ ಪಂಚಾಯತ್ ಸಭಾಂಗಣದಲ್ಲಿ ನಡೆದ ಲೀಡ್ ಬ್ಯಾಂಕ್ ಜಿಲ್ಲಾ ಮಟ್ಟದ ಪರಿಶೀಲನಾ ಸಮಿತಿ ಸಭೆಯ ಅಧ್ಯಕ್ಷತೆ ವಹಿಸಿ ಅವರು ಮಾತನಾಡಿದರು. 'ಕೋಲಾರ ಜಿಲ್ಲೆಯಲ್ಲಿ ಕೃಷಿ, ಹೈನುಗಾರಿಕೆ, ರೇಷ್ಮೆ ಹಾಗೂ ಸಣ್ಣ ಉದ್ಯಮಗಳಿಗೆ ಹೆಚ್ಚಿನ ಸಾಲ ನೀಡುವ ಮೂಲಕ ಆರ್ಥಿಕ ಚಟುವಟಿಕೆಗಳಿಗೆ ಉತ್ತೇಜನ ನೀಡಬೇಕು' ಎಂದರು. ಬ್ಯಾಂಕ್‌ಗಳು ನಿಗದಿತ ಗುರಿ ಸಾಧಿಸಲು ಕ್ರಮ ಕೈಗೊಳ್ಳಬೇಕು. ಕೇಂದ್ರ ಮತ್ತು ರಾಜ್ಯ ಸರ್ಕಾರದ ಯೋಜನೆಗಳ ಕುರಿತು ಬ್ಯಾಂಕ್ ಶಾಖೆಗಳಲ್ಲಿ ಜಾಗೃತಿ ಮೂಡಿಸಬೇಕು ಎಂದು ತಿಳಿಸಿದರು.	[897, 2212, 1191, 2381]
a7-photo-handover	[678, 1768, 1181, 1942]
photo-officer-3	[628, 184, 804, 362]
a5-photo-training-hall	[660, 764, 1179, 1005]
palm-icon: ☂	[1256, 18, 1282, 50]
issue-date: 10.3.2026	[1278, 74, 1352, 91]
a1-col4: ಜಿಲ್ಲಾಧಿಕಾರಿಗಳು ಮಾತನಾಡುತ್ತಾ, ರಸ್ತೆ ಸುರಕ್ಷತೆಯು ಕೇವಲ ಸರ್ಕಾರದ ಜವಾಬ್ದಾರಿಯಲ್ಲ, ಸಾರ್ವಜನಿಕರು ಕೂಡ ಹೆಲ್ಮೆಟ್ ಧರಿಸುವುದು, ಸೀಟ್ ಬೆಲ್ಟ್ ಧರಿಸುವುದು ಮತ್ತು ವೇಗದ ಮಿತಿಯನ್ನು ಪಾಲಿಸುವ ಮೂಲಕ ಸಹಕರಿಸಬೇಕು. ಪ್ರಮುಖ ರಸ್ತೆಗಳಲ್ಲಿ ಸ್ಪೀಡ್ ಬ್ರೇಕರ್, ಸೂಚನಾ ಫಲಕಗಳನ್ನು ಅಳವಡಿಸಬೇಕು. ಪ್ರಾದೇಶಿಕ ಸಾರಿಗೆ ಅಧಿಕಾರಿಗಳು ರಸ್ತೆ ನಿಯಮ ಪಾಲನೆಯ ಬಗ್ಗೆ ವಿಶೇಷ ಅಭಿಯಾನ ನಡೆಸಬೇಕು ಎಂದರು. ಈ ಸಂದರ್ಭದಲ್ಲಿ ಅಪರ ಜಿಲ್ಲಾಧಿಕಾರಿ, ಜಿಲ್ಲಾ ಪೊಲೀಸ್ ವರಿಷ್ಠಾಧಿಕಾರಿ ನಿಖಿಲ್, ಪ್ರಾದೇಶಿಕ ಸಾರಿಗೆ ಅಧಿಕಾರಿ ಶ್ರೀನಾಥ್, ಆರೋಗ್ಯ ಇಲಾಖೆಯ ಅಧಿಕಾರಿಗಳು, ರಾಷ್ಟ್ರೀಯ ಹೆದ್ದಾರಿ ಪ್ರಾಧಿಕಾರದ ಅಧಿಕಾರಿಗಳು, ವಿವಿಧ ಇಲಾಖೆಯ ಹಿರಿಯ ಅಧಿಕಾರಿಗಳು ಸಭೆಯಲ್ಲಿ ಉಪಸ್ಥಿತರಿದ್ದರು.	[894, 197, 1176, 438]
divider	[1199, 1508, 1495, 1510]
a1-headline: ಅಪಘಾತ ಮುಕ್ತ ಜಿಲ್ಲೆಯನ್ನಾಗಿಸಲು ಜಿಲ್ಲಾಧಿಕಾರಿ ಕರೆ	[11, 98, 1080, 174]
weekday: ಮಂಗಳವಾರ	[1278, 56, 1333, 72]
region-title: ಮಂಡ್ಯ–ಮೈಸೂರು–ಚಾಮರಾಜನಗರ	[22, 50, 389, 87]
caption-signature: | ಡಾ.ಕೆ.ಎನ್ ಅನುರಾಧ ಡಿ.ಸಿ	[939, 1092, 1058, 1107]
divider	[668, 1641, 670, 2109]
photo-officer-2	[468, 184, 628, 362]
divider	[886, 2124, 888, 2380]
a8-col1: ಕೆಆರ್ ಪುರ: ಕ್ಯಾಡವರ್ ದಾನ (ಅಂಗಾಂಗ ದಾನ) ಮೂಲಕ ಇಬ್ಬರು ಎಂಡ್–ಸ್ಟೇಜ್ ಮೂತ್ರಪಿಂಡ ವೈಫಲ್ಯ ರೋಗಿಗಳಿಗೆ ಯಶಸ್ವಿಯಾಗಿ ಕಿಡ್ನಿ ಟ್ರಾನ್ಸ್‌ಪ್ಲಾಂಟ್ ಶಸ್ತ್ರಚಿಕಿತ್ಸೆ ನಡೆಸಿ ಹೊಸ ಜೀವನ ನೀಡಲಾಗಿದೆ ಎಂದು ಮೆಡಿಕವರ್ ಆಸ್ಪತ್ರೆಯ ವೈದ್ಯರು ತಿಳಿಸಿದ್ದಾರೆ. ವೈಟ್‌ಫೀಲ್ಡ್ ಮೆಡಿಕವರ್ ಆಸ್ಪತ್ರೆಯಲ್ಲಿ ಆಯೋಜಿಸಿದ್ದ ಪತ್ರಿಕಾಗೋಷ್ಠಿಯಲ್ಲಿ ಮಾತನಾಡಿದ ಆಸ್ಪತ್ರೆಯ ಮುಖ್ಯಸ್ಥರು, ಅಂಗಾಂಗ ದಾನದ ಮಹತ್ವದ ಬಗ್ಗೆ ಜಾಗೃತಿ ಮೂಡಿಸಿದರು. ಕ್ಯಾಡವರ್ ದಾನ (ಅಂಗಾಂಗ ದಾನ) ಮೂಲಕ ಲಭ್ಯವಾದ ಎರಡು ಕಿಡ್ನಿಗಳನ್ನು ಇಬ್ಬರು ರೋಗಿಗಳಿಗೆ ಜೋಡಿಸಲಾಗಿದೆ. ಎಂದು ಹೇಳಿದರು. ಮೊದಲ ರೋಗಿ 62 ವರ್ಷದವರು ಹಾಗೂ ಎರಡನೇ ರೋಗಿ 41 ವರ್ಷದವರಾಗಿದ್ದು, ಇಬ್ಬರೂ ಚೇತರಿಸಿಕೊಂಡಿದ್ದಾರೆ. ಹಲವು ವರ್ಷಗಳಿಂದ ಡಯಾಲಿಸಿಸ್ ಚಿಕಿತ್ಸೆ ಪಡೆಯುತ್ತಿದ್ದ ರೋಗಿಗಳಿಗೆ ಈ ಶಸ್ತ್ರಚಿಕಿತ್ಸೆ ಹೊಸ ಜೀವನ ನೀಡಿದೆ ಎಂದು ವೈದ್ಯರು ತಿಳಿಸಿದರು. ಪತ್ರಿಕಾಗೋಷ್ಠಿಯಲ್ಲಿ ಡಾ. ಹಂಸಾ ಬಾಬು, ಡಾ. ರಾಜೇಶ್, ಡಾ. ನಿತ್ಯ ಅವರುಗಳು ಉಪಸ್ಥಿತರಿದ್ದರು.	[11, 2198, 300, 2414]
brand-sanje: ಸಂಜೆ	[1182, 8, 1244, 51]
a7-col1: ಬೆಂಗಳೂರು: ಅಂತರರಾಷ್ಟ್ರೀಯ ಮಹಿಳಾ ದಿನದ ಅಂಗವಾಗಿ ಲಯನ್ಸ್ ಡಿಸ್ಟ್ರಿಕ್ಟ್ 317ಎಫ್ ನಿಂದ ಸಂಕಷ್ಟದಲ್ಲಿರುವ ಮಹಿಳೆಯರು ಸ್ವಾವಲಂಬಿ ಬದುಕು ನಡೆಸಲು ಅನುಕೂಲವಾಗುವಂತೆ 15 ಇ–ಆಟೋ ರಿಕ್ಷಾಗಳನ್ನು ವಿತರಿಸಲಾಯಿತು. ಲಯನ್ಸ್ ಡಿಸ್ಟ್ರಿಕ್ಟ್ ಗವರ್ನರ್ ಎಸ್. ಸುಧೀರ್ ಅವರ ನೇತೃತ್ವದಲ್ಲಿ ನಗರದ ಸುರ್ವೋರ್ ಭವನದಲ್ಲಿ ನಡೆದ ಕಾರ್ಯಕ್ರಮದಲ್ಲಿ ಮಹಿಳಾ ಫಲಾನುಭವಿಗಳಿಗೆ ಇ–ಆಟೋಗಳನ್ನು ಹಸ್ತಾಂತರಿಸಲಾಯಿತು.	[678, 1950, 923, 2082]
